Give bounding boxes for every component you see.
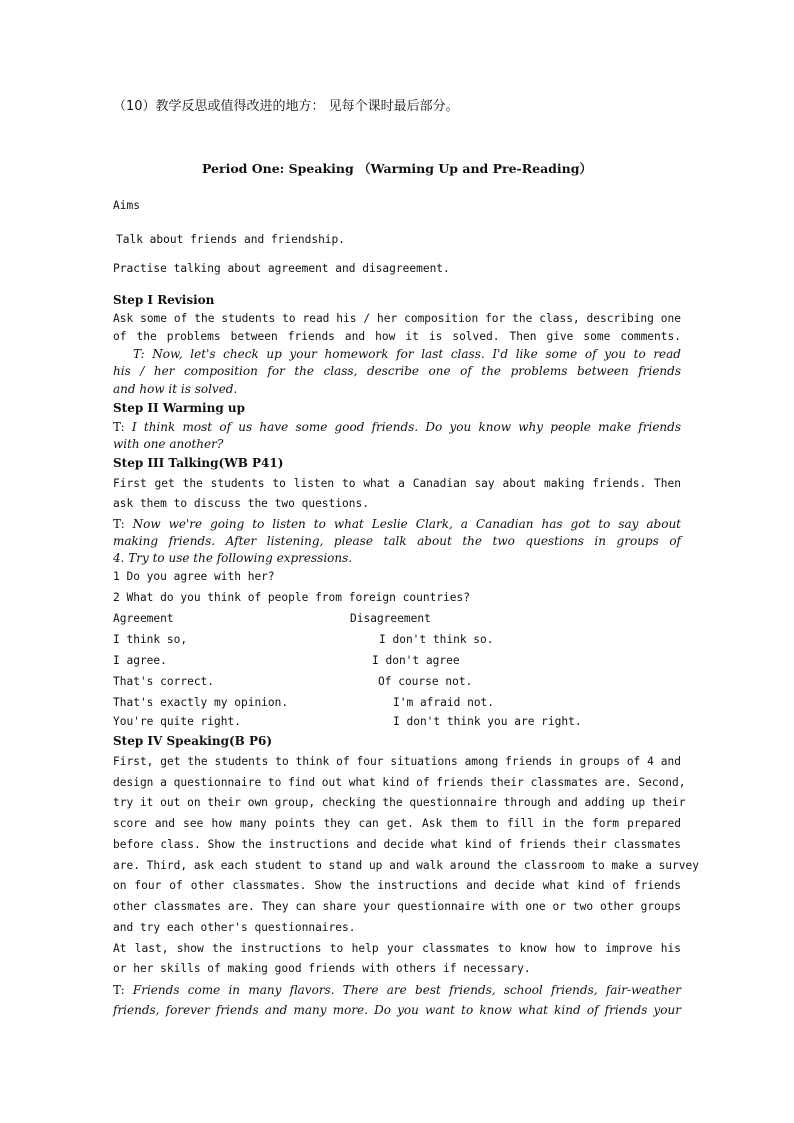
disagreement-item: I don't think you are right. [393, 715, 582, 728]
step2-teacher-line [113, 420, 681, 434]
step4-body-line: try it out on their own group, checking the questionnaire through and adding up their [113, 796, 686, 809]
step4-teacher-line: friends, forever friends and many more. Do you want to know what kind of friends your [113, 1003, 681, 1017]
aims-heading: Aims [113, 199, 140, 212]
agreement-item: That's correct. [113, 675, 215, 688]
step4-body-line: At last, show the instructions to help your classmates to know how to improve his [113, 942, 681, 955]
step2-teacher-line: with one another? [113, 437, 224, 451]
step4-heading: Step IV Speaking(B P6) [113, 734, 273, 748]
step1-body-line: of the problems between friends and how it is solved. Then give some comments. [113, 330, 681, 343]
step3-body-line: ask them to discuss the two questions. [113, 497, 369, 510]
agreement-item: I agree. [113, 654, 167, 667]
step3-teacher-line [113, 517, 681, 531]
step3-heading: Step III Talking(WB P41) [113, 456, 284, 470]
step4-body-line: First, get the students to think of four situations among friends in groups of 4 and [113, 755, 681, 768]
step3-teacher-line: 4. Try to use the following expressions. [113, 551, 353, 565]
step4-body-line: design a questionnaire to find out what kind of friends their classmates are. Second, [113, 776, 686, 789]
step4-body-line: other classmates are. They can share your questionnaire with one or two other groups [113, 900, 681, 913]
agreement-header: Agreement [113, 612, 174, 625]
question: 1 Do you agree with her? [113, 570, 275, 583]
aims-item: Talk about friends and friendship. [116, 233, 346, 246]
step1-body-line: Ask some of the students to read his / her composition for the class, describing one [113, 312, 681, 325]
teacher-label: T: [113, 517, 133, 531]
step1-teacher-line: T: Now, let's check up your homework for last class. I'd like some of you to read [133, 347, 681, 361]
step2-heading: Step II Warming up [113, 401, 246, 415]
step4-body-line: score and see how many points they can get. Ask them to fill in the form prepared [113, 817, 681, 830]
step2-teacher-text: I think most of us have some good friends. Do you know why people make friends [131, 420, 681, 434]
step4-body-line: are. Third, ask each student to stand up and walk around the classroom to make a survey [113, 859, 699, 872]
step1-heading: Step I Revision [113, 293, 215, 307]
step3-teacher-line: making friends. After listening, please talk about the two questions in groups of [113, 534, 681, 548]
disagreement-header: Disagreement [350, 612, 431, 625]
aims-item: Practise talking about agreement and disagreement. [113, 262, 450, 275]
teacher-label: T: [113, 983, 133, 997]
agreement-item: You're quite right. [113, 715, 241, 728]
disagreement-item: I don't think so. [379, 633, 494, 646]
step1-teacher-line: his / her composition for the class, describe one of the problems between friends [113, 364, 681, 378]
step4-body-line: before class. Show the instructions and decide what kind of friends their classmates [113, 838, 681, 851]
step3-body-line: First get the students to listen to what a Canadian say about making friends. Then [113, 477, 681, 490]
step4-body-line: or her skills of making good friends with others if necessary. [113, 962, 531, 975]
disagreement-item: I don't agree [372, 654, 460, 667]
step1-teacher-line: and how it is solved. [113, 382, 238, 396]
question: 2 What do you think of people from foreign countries? [113, 591, 470, 604]
teacher-label: T: [113, 420, 132, 434]
disagreement-item: I'm afraid not. [393, 696, 495, 709]
agreement-item: That's exactly my opinion. [113, 696, 289, 709]
step3-teacher-text: Now we're going to listen to what Leslie Clark, a Canadian has got to say about [132, 517, 682, 531]
step4-body-line: on four of other classmates. Show the instructions and decide what kind of friends [113, 879, 681, 892]
header-line: （10）教学反思或值得改进的地方： 见每个课时最后部分。 [113, 99, 459, 114]
step4-body-line: and try each other's questionnaires. [113, 921, 356, 934]
disagreement-item: Of course not. [378, 675, 473, 688]
agreement-item: I think so, [113, 633, 188, 646]
period-title: Period One: Speaking （Warming Up and Pre-Reading） [201, 161, 593, 176]
step4-teacher-text: Friends come in many flavors. There are best friends, school friends, fair-weather [132, 983, 681, 997]
step4-teacher-line [113, 983, 681, 997]
